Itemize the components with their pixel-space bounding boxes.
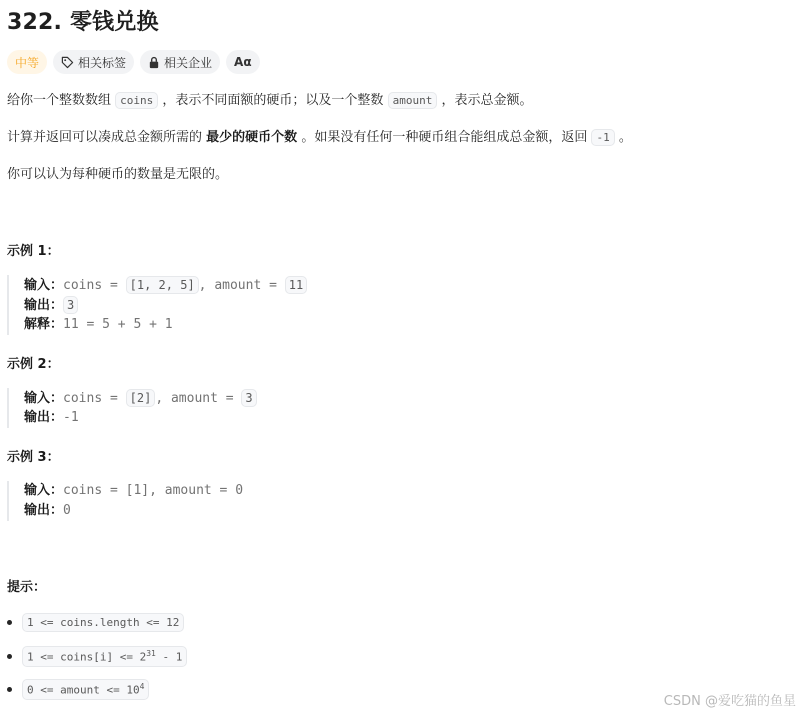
lock-icon [148,56,160,69]
example-2-block [7,388,257,428]
example-3-input: 输入：coins = [1], amount = 0 [24,483,244,498]
difficulty-badge[interactable]: 中等 [7,50,47,74]
example-1-block [7,275,307,335]
inline-code: amount [388,92,438,109]
description-paragraph-1: 给你一个整数数组 coins ，表示不同面额的硬币；以及一个整数 amount ，表示总金额。 [7,93,533,108]
bullet-dot [7,654,12,659]
watermark: CSDN @爱吃猫的鱼星 [663,694,796,709]
example-2-title: 示例 2： [7,357,60,372]
example-1-title: 示例 1： [7,244,60,259]
tag-icon [61,56,74,69]
related-companies-label: 相关企业 [164,55,213,70]
related-companies-button[interactable] [140,50,220,74]
tag-bar [7,50,260,74]
example-1-output: 输出： 3 [24,295,307,315]
inline-code: -1 [591,129,614,146]
inline-code: coins [115,92,158,109]
hint-item: 1 <= coins.length <= 12 [7,613,184,632]
example-3-block [7,481,243,521]
hint-item: 1 <= coins[i] <= $2^{31} - 1$ [7,646,187,667]
example-2-output: 输出：-1 [24,410,79,425]
description-paragraph-3: 你可以认为每种硬币的数量是无限的。 [7,167,229,182]
example-2-input: 输入：coins = [2] , amount = 3 [24,388,257,408]
example-3-title: 示例 3： [7,450,60,465]
example-1-input: 输入：coins = [1, 2, 5] , amount = 11 [24,275,307,295]
related-tags-button[interactable] [53,50,134,74]
description-paragraph-2: 计算并返回可以凑成总金额所需的 最少的硬币个数 。如果没有任何一种硬币组合能组成总金额，返回 -1 。 [7,130,632,145]
related-tags-label: 相关标签 [78,55,127,70]
hint-item: 0 <= amount <= $10^4$ [7,679,149,700]
translate-font-button[interactable] [226,50,260,74]
font-icon: Aα [234,55,252,69]
example-3-output: 输出：0 [24,503,71,518]
bullet-dot [7,687,12,692]
example-1-explanation: 解释：11 = 5 + 5 + 1 [24,317,173,332]
problem-title: 322. 零钱兑换 [7,10,159,35]
hints-title: 提示： [7,580,47,595]
bullet-dot [7,620,12,625]
